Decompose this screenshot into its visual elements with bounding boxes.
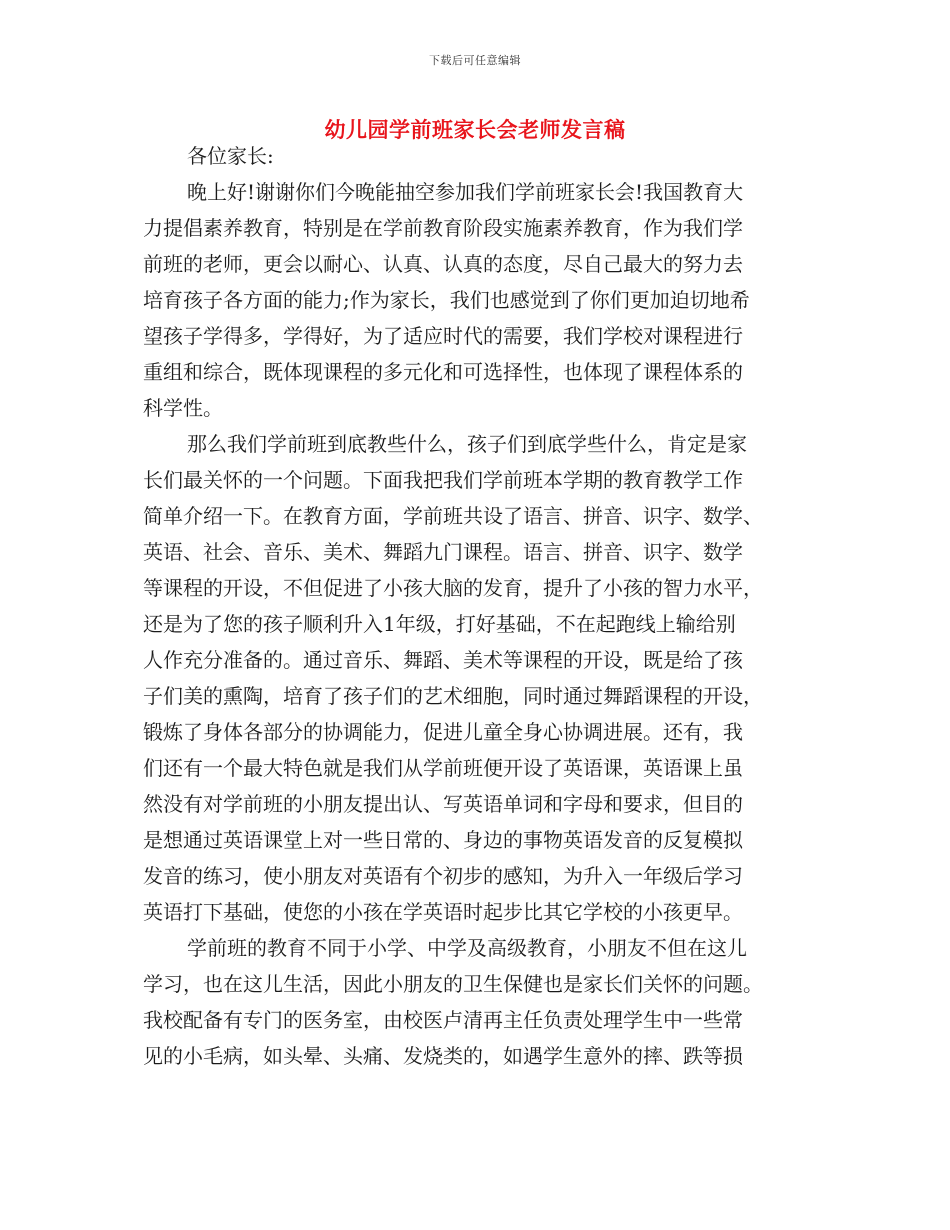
- paragraph-2-line: 简单介绍一下。在教育方面，学前班共设了语言、拼音、识字、数学、: [143, 504, 763, 528]
- paragraph-2-line: 等课程的开设，不但促进了小孩大脑的发育，提升了小孩的智力水平，: [143, 576, 763, 600]
- paragraph-3-line: 我校配备有专门的医务室，由校医卢清再主任负责处理学生中一些常: [143, 1008, 743, 1032]
- paragraph-1-line: 晚上好!谢谢你们今晚能抽空参加我们学前班家长会!我国教育大: [187, 180, 744, 204]
- document-title: 幼儿园学前班家长会老师发言稿: [324, 117, 626, 142]
- paragraph-3-line: 见的小毛病，如头晕、头痛、发烧类的，如遇学生意外的摔、跌等损: [143, 1044, 743, 1068]
- paragraph-3-line: 学前班的教育不同于小学、中学及高级教育，小朋友不但在这儿: [187, 936, 747, 960]
- paragraph-2-line: 然没有对学前班的小朋友提出认、写英语单词和字母和要求，但目的: [143, 792, 743, 816]
- paragraph-2-line: 那么我们学前班到底教些什么，孩子们到底学些什么，肯定是家: [187, 432, 747, 456]
- paragraph-2-line: 英语打下基础，使您的小孩在学英语时起步比其它学校的小孩更早。: [143, 900, 743, 924]
- paragraph-2-line: 子们美的熏陶，培育了孩子们的艺术细胞，同时通过舞蹈课程的开设，: [143, 684, 763, 708]
- salutation: 各位家长:: [187, 144, 274, 168]
- paragraph-2-line: 们还有一个最大特色就是我们从学前班便开设了英语课，英语课上虽: [143, 756, 743, 780]
- paragraph-1-line: 重组和综合，既体现课程的多元化和可选择性，也体现了课程体系的: [143, 360, 743, 384]
- paragraph-1-line: 培育孩子各方面的能力;作为家长，我们也感觉到了你们更加迫切地希: [143, 288, 750, 312]
- paragraph-3-line: 学习，也在这儿生活，因此小朋友的卫生保健也是家长们关怀的问题。: [143, 972, 763, 996]
- document-body: [143, 138, 803, 1074]
- paragraph-2-line: 锻炼了身体各部分的协调能力，促进儿童全身心协调进展。还有，我: [143, 720, 743, 744]
- paragraph-2-line: 人作充分准备的。通过音乐、舞蹈、美术等课程的开设，既是给了孩: [143, 648, 743, 672]
- paragraph-1-line: 前班的老师，更会以耐心、认真、认真的态度，尽自己最大的努力去: [143, 252, 743, 276]
- paragraph-2-line: 发音的练习，使小朋友对英语有个初步的感知，为升入一年级后学习: [143, 864, 743, 888]
- paragraph-2-line: 英语、社会、音乐、美术、舞蹈九门课程。语言、拼音、识字、数学: [143, 540, 743, 564]
- paragraph-2-line: 长们最关怀的一个问题。下面我把我们学前班本学期的教育教学工作: [143, 468, 743, 492]
- paragraph-1-line: 科学性。: [143, 396, 223, 420]
- header-note: 下载后可任意编辑: [429, 54, 521, 67]
- paragraph-2-line: 是想通过英语课堂上对一些日常的、身边的事物英语发音的反复模拟: [143, 828, 743, 852]
- paragraph-1-line: 望孩子学得多，学得好，为了适应时代的需要，我们学校对课程进行: [143, 324, 743, 348]
- paragraph-1-line: 力提倡素养教育，特别是在学前教育阶段实施素养教育，作为我们学: [143, 216, 743, 240]
- paragraph-2-line: 还是为了您的孩子顺利升入1年级，打好基础，不在起跑线上输给别: [143, 612, 736, 636]
